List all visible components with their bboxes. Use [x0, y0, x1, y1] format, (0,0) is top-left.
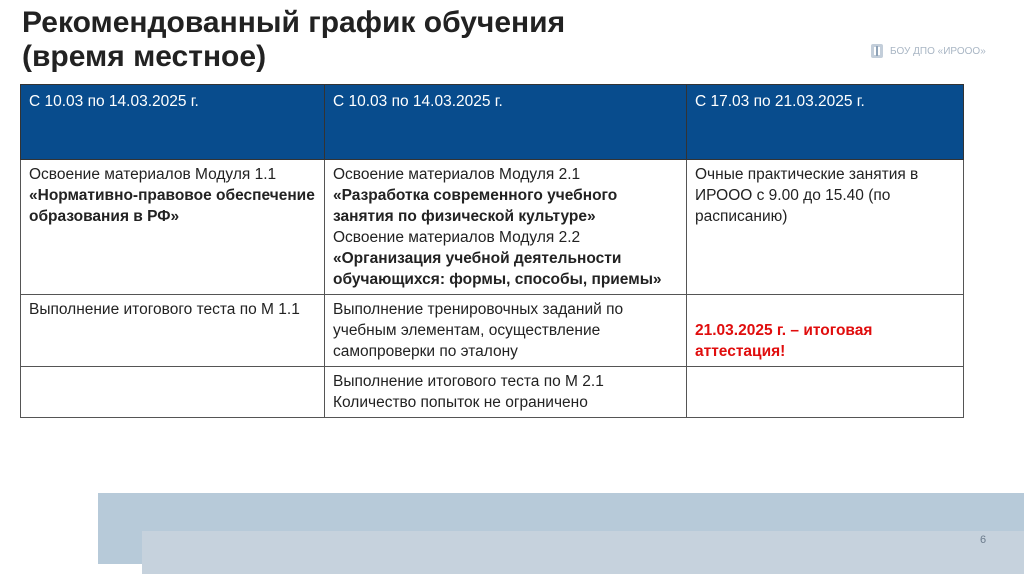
module-2-1-label: Освоение материалов Модуля 2.1 — [333, 166, 581, 183]
module-1-1-label: Освоение материалов Модуля 1.1 — [29, 166, 277, 183]
cell-module-1-1 — [21, 160, 325, 295]
attempts-unlimited-text: Количество попыток не ограничено — [333, 394, 588, 411]
final-attestation-text: 21.03.2025 г. – итоговая аттестация! — [695, 322, 873, 360]
table-row — [21, 160, 964, 295]
cell-training-tasks: Выполнение тренировочных заданий по учебным элементам, осуществление самопроверки по эталону — [325, 295, 687, 367]
cell-final-test-2-1 — [325, 367, 687, 418]
title-line-2: (время местное) — [22, 40, 267, 73]
schedule-table — [20, 84, 964, 418]
table-row — [21, 295, 964, 367]
organization-logo — [870, 43, 986, 59]
header-cell-week-1: С 10.03 по 14.03.2025 г. — [21, 85, 325, 160]
title-line-1: Рекомендованный график обучения — [22, 6, 566, 39]
table-row — [21, 367, 964, 418]
cell-empty-3 — [687, 367, 964, 418]
cell-empty-1 — [21, 367, 325, 418]
logo-text: БОУ ДПО «ИРООО» — [890, 45, 986, 57]
header-cell-week-1b: С 10.03 по 14.03.2025 г. — [325, 85, 687, 160]
table-header-row — [21, 85, 964, 160]
footer-band-overlay — [142, 531, 1024, 574]
header-cell-week-2: С 17.03 по 21.03.2025 г. — [687, 85, 964, 160]
module-2-2-title: «Организация учебной деятельности обучающихся: формы, способы, приемы» — [333, 250, 662, 288]
cell-final-test-1-1: Выполнение итогового теста по М 1.1 — [21, 295, 325, 367]
cell-practical-classes — [687, 160, 964, 295]
page-number: 6 — [980, 534, 987, 546]
institute-logo-icon — [870, 43, 884, 59]
cell-modules-2 — [325, 160, 687, 295]
practical-classes-text: Очные практические занятия в ИРООО с 9.00 до 15.40 (по расписанию) — [695, 166, 919, 225]
final-test-2-1-text: Выполнение итогового теста по М 2.1 — [333, 373, 604, 390]
cell-final-attestation — [687, 295, 964, 367]
module-1-1-title: «Нормативно-правовое обеспечение образования в РФ» — [29, 187, 315, 225]
module-2-2-label: Освоение материалов Модуля 2.2 — [333, 229, 581, 246]
module-2-1-title: «Разработка современного учебного занятия по физической культуре» — [333, 187, 618, 225]
page-title — [22, 6, 742, 74]
